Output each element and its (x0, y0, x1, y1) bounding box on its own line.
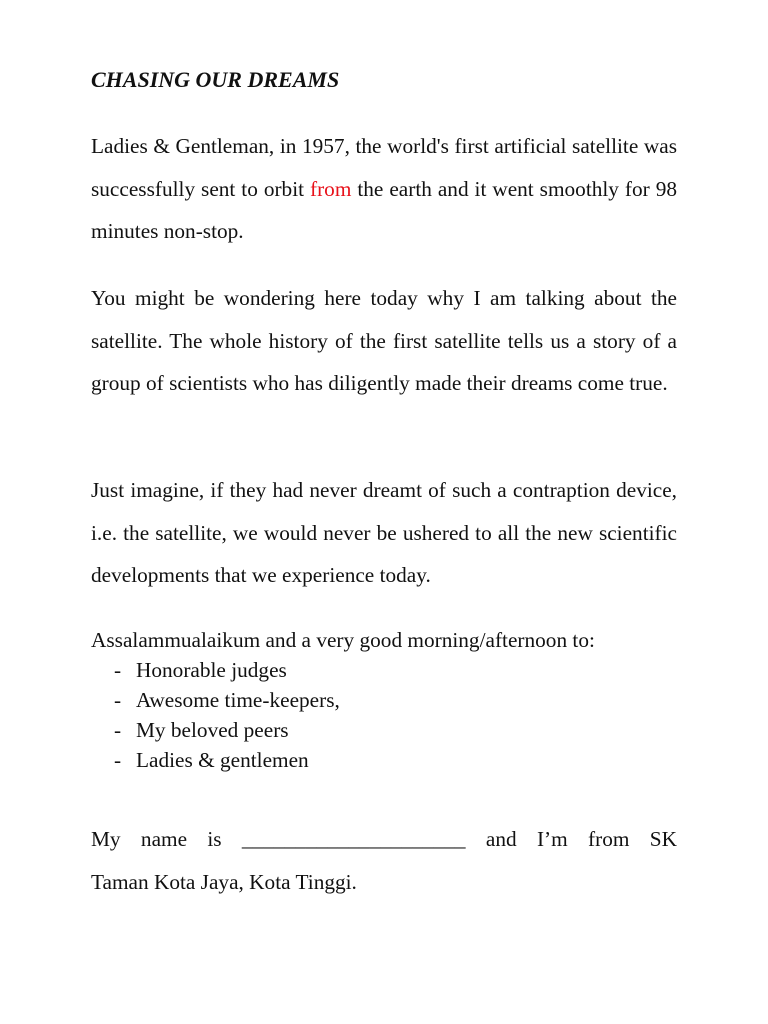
school-name-line: Taman Kota Jaya, Kota Tinggi. (91, 869, 357, 894)
paragraph-imagine: Just imagine, if they had never dreamt of such a contraption device, i.e. the satellite, we would never be ushered to all the new scientific developments that we experience today. (91, 478, 677, 588)
list-item-label: Ladies & gentlemen (136, 748, 309, 772)
highlighted-word: from (310, 176, 352, 201)
paragraph-text: the earth and it went smoothly for 98 minutes non-stop. (91, 176, 677, 244)
word: SK (649, 827, 677, 851)
list-item (114, 745, 340, 775)
name-row (91, 818, 677, 861)
paragraph-satellite-history: You might be wondering here today why I am talking about the satellite. The whole history of the first satellite tells us a story of a group of scientists who has diligently made their dreams come true. (91, 286, 677, 396)
word: and (485, 827, 517, 851)
list-item-label: My beloved peers (136, 718, 289, 742)
name-blank: _____________________ (241, 827, 466, 851)
list-item (114, 685, 340, 715)
list-dash: - (114, 658, 122, 682)
name-introduction (91, 818, 677, 903)
document-title: CHASING OUR DREAMS (91, 67, 340, 92)
list-dash: - (114, 748, 122, 772)
word: My (91, 827, 121, 851)
list-dash: - (114, 688, 122, 712)
paragraph-text: Ladies & Gentleman, in 1957, the world's first artificial satellite was successfully sent to orbit (91, 134, 677, 201)
audience-list (114, 655, 340, 775)
word: I’m (536, 827, 568, 851)
list-item (114, 715, 340, 745)
list-item-label: Honorable judges (136, 658, 287, 682)
list-item-label: Awesome time-keepers, (136, 688, 340, 712)
paragraph-satellite-intro (91, 125, 677, 253)
word: name (140, 827, 188, 851)
greeting-line: Assalammualaikum and a very good morning/afternoon to: (91, 628, 595, 652)
word: is (207, 827, 222, 851)
list-item (114, 655, 340, 685)
word: from (588, 827, 630, 851)
list-dash: - (114, 718, 122, 742)
